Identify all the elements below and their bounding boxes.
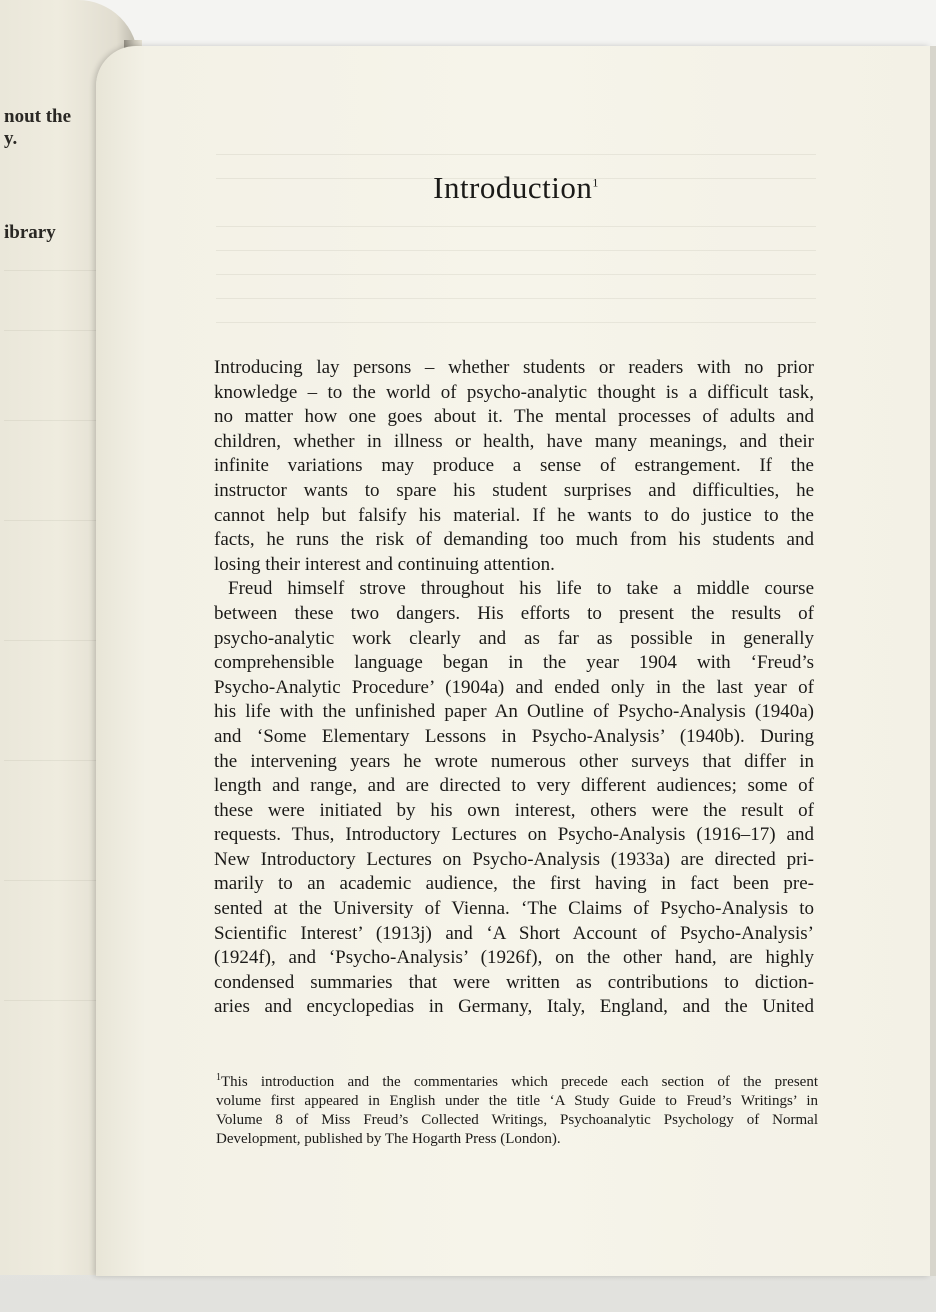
footnote-line: Development, published by The Hogarth Press (London). [216,1131,561,1147]
body-line: requests. Thus, Introductory Lectures on Psycho-Analysis (1916–17) and [214,824,814,846]
body-line: these were initiated by his own interest, others were the result of [214,799,814,821]
body-line: between these two dangers. His efforts to present the results of [214,602,814,624]
left-page-fragment-3: ibrary [4,222,56,243]
left-page-fragment-1: nout the [4,106,72,127]
body-line: Psycho-Analytic Procedure’ (1904a) and ended only in the last year of [214,676,814,698]
footnote-line: Volume 8 of Miss Freud’s Collected Writings, Psychoanalytic Psychology of Normal [216,1112,818,1128]
show-through-line [216,154,816,155]
left-page-fragment-2: y. [4,128,18,149]
body-line: length and range, and are directed to very different audiences; some of [214,775,814,797]
body-line: aries and encyclopedias in Germany, Italy, England, and the United [214,996,814,1018]
body-line: psycho-analytic work clearly and as far as possible in generally [214,627,814,649]
body-line: (1924f), and ‘Psycho-Analysis’ (1926f), on the other hand, are highly [214,947,814,969]
show-through-line [216,322,816,323]
body-line: marily to an academic audience, the first having in fact been pre- [214,873,814,895]
body-line: condensed summaries that were written as contributions to diction- [214,971,814,993]
show-through-line [216,226,816,227]
body-line: Introducing lay persons – whether students or readers with no prior [214,357,814,378]
body-line: sented at the University of Vienna. ‘The Claims of Psycho-Analysis to [214,898,814,920]
footnote-line [216,1068,818,1092]
body-line: knowledge – to the world of psycho-analytic thought is a difficult task, [214,381,814,403]
body-line: comprehensible language began in the year 1904 with ‘Freud’s [214,652,814,674]
body-text [214,356,814,1020]
footnote-line: volume first appeared in English under the title ‘A Study Guide to Freud’s Writings’ in [216,1093,818,1109]
body-line: the intervening years he wrote numerous other surveys that differ in [214,750,814,772]
body-line: no matter how one goes about it. The mental processes of adults and [214,406,814,428]
page-title-text: Introduction [433,170,593,205]
show-through-line [216,250,816,251]
show-through-line [216,298,816,299]
show-through-line [216,274,816,275]
footnote-marker: 1 [592,175,599,190]
body-line: and ‘Some Elementary Lessons in Psycho-Analysis’ (1940b). During [214,725,814,747]
body-line: instructor wants to spare his student surprises and difficulties, he [214,479,814,501]
body-line: cannot help but falsify his material. If he wants to do justice to the [214,504,814,526]
body-line: Scientific Interest’ (1913j) and ‘A Short Account of Psycho-Analysis’ [214,922,814,944]
page-title [216,170,816,206]
body-line: facts, he runs the risk of demanding too much from his students and [214,529,814,551]
footnote [216,1068,818,1149]
body-line: infinite variations may produce a sense of estrangement. If the [214,455,814,477]
body-line: Freud himself strove throughout his life to take a middle course [228,578,814,600]
body-line: children, whether in illness or health, have many meanings, and their [214,430,814,452]
page-edge [930,46,936,1276]
body-line: losing their interest and continuing attention. [214,553,555,575]
body-line: New Introductory Lectures on Psycho-Analysis (1933a) are directed pri- [214,848,814,870]
footnote-line-text: This introduction and the commentaries which precede each section of the present [221,1074,818,1090]
body-line: his life with the unfinished paper An Outline of Psycho-Analysis (1940a) [214,701,814,723]
footnote-marker: 1 [216,1072,221,1083]
